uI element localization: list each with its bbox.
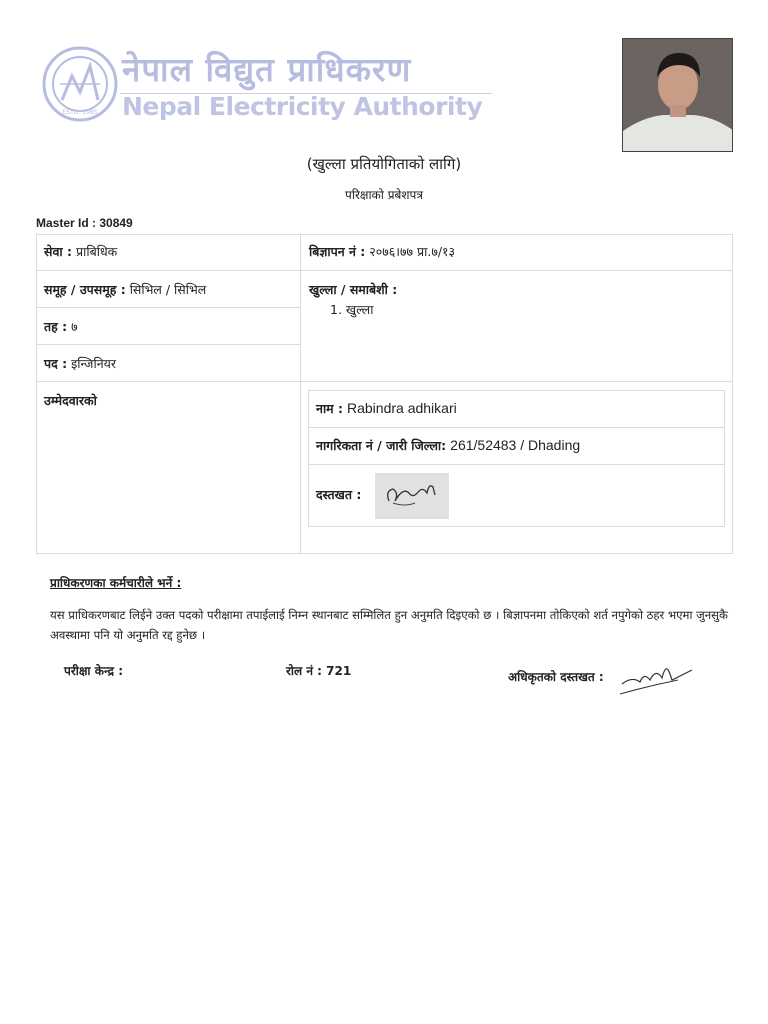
group-label: समूह / उपसमूह : bbox=[44, 282, 126, 297]
table-column-divider bbox=[300, 234, 301, 554]
logo-estd-text: ESTD. 1985 bbox=[62, 109, 98, 116]
person-photo-icon bbox=[623, 39, 733, 152]
org-name-english: Nepal Electricity Authority bbox=[122, 92, 483, 121]
level-field bbox=[44, 318, 78, 335]
candidate-name-value: Rabindra adhikari bbox=[347, 400, 457, 416]
post-field bbox=[44, 355, 116, 372]
candidate-section-label bbox=[44, 392, 97, 409]
master-id: Master Id : 30849 bbox=[36, 216, 133, 230]
exam-center-label: परीक्षा केन्द्र : bbox=[64, 664, 123, 678]
candidate-signature-image bbox=[375, 473, 449, 519]
candidate-photo bbox=[622, 38, 733, 152]
post-label: पद : bbox=[44, 356, 68, 371]
table-row-divider bbox=[36, 344, 301, 345]
sewa-field bbox=[44, 243, 117, 260]
candidate-section-text: उम्मेदवारको bbox=[44, 393, 97, 408]
open-inclusive-item: 1. खुल्ला bbox=[330, 302, 374, 317]
candidate-name-field bbox=[316, 400, 457, 417]
instructions-title: प्राधिकरणका कर्मचारीले भर्ने : bbox=[50, 576, 182, 590]
candidate-signature-field bbox=[316, 486, 361, 503]
level-label: तह : bbox=[44, 319, 68, 334]
open-inclusive-label: खुल्ला / समाबेशी : bbox=[309, 282, 398, 297]
officer-signature-icon bbox=[618, 658, 698, 698]
org-name-nepali: नेपाल विद्युत प्राधिकरण bbox=[122, 50, 412, 89]
sewa-label: सेवा : bbox=[44, 244, 72, 259]
group-value: सिभिल / सिभिल bbox=[129, 282, 207, 297]
admit-card-heading: (खुल्ला प्रतियोगिताको लागि) bbox=[306, 155, 462, 173]
nea-logo bbox=[42, 44, 118, 124]
candidate-signature-label: दस्तखत : bbox=[316, 487, 362, 502]
post-value: इन्जिनियर bbox=[71, 356, 116, 371]
level-value: ७ bbox=[71, 319, 78, 334]
citizenship-value: 261/52483 / Dhading bbox=[450, 437, 581, 453]
candidate-name-label: नाम : bbox=[316, 401, 344, 416]
roll-number: रोल नं : 721 bbox=[286, 664, 352, 678]
advert-field bbox=[309, 243, 455, 260]
citizenship-label: नागरिकता नं / जारी जिल्ला: bbox=[316, 438, 447, 453]
group-field bbox=[44, 281, 206, 298]
signature-icon bbox=[375, 473, 449, 519]
officer-signature-label: अधिकृतको दस्तखत : bbox=[508, 670, 604, 684]
instructions-text: यस प्राधिकरणबाट लिईने उक्त पदको परीक्षामा तपाईलाई निम्न स्थानबाट सम्मिलित हुन अनुमति दिइएको छ । बिज्ञापनमा तोकिएको शर्त नपुगेको ठहर भएमा जुनसुकै अवस्थामा पनि यो अनुमति रद्द हुनेछ । bbox=[50, 608, 728, 642]
candidate-row-divider bbox=[308, 464, 725, 465]
advert-value: २०७६।७७ प्रा.७/१३ bbox=[369, 244, 456, 259]
advert-label: बिज्ञापन नं : bbox=[309, 244, 366, 259]
table-row-divider bbox=[36, 381, 733, 382]
citizenship-field bbox=[316, 437, 580, 454]
table-row-divider bbox=[36, 270, 733, 271]
sewa-value: प्राबिधिक bbox=[75, 244, 118, 259]
table-row-divider bbox=[36, 307, 301, 308]
admit-card-subheading: परिक्षाको प्रबेशपत्र bbox=[345, 188, 423, 202]
candidate-row-divider bbox=[308, 427, 725, 428]
open-inclusive-field bbox=[309, 281, 397, 298]
